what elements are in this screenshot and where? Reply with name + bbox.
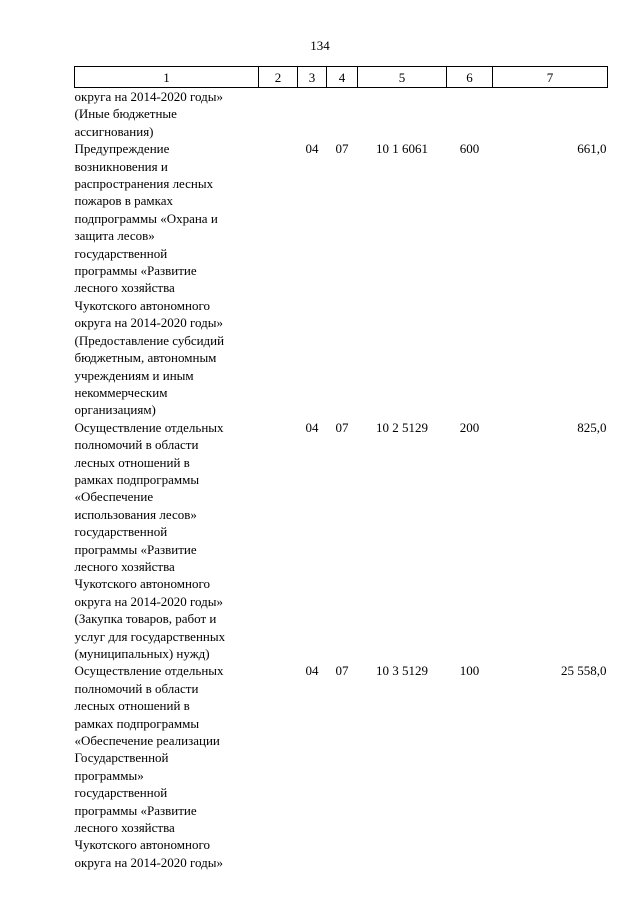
description-line: «Обеспечение реализации bbox=[74, 733, 220, 749]
cell-expense-type: 100 bbox=[459, 663, 480, 679]
description-line: подпрограммы «Охрана и bbox=[74, 210, 218, 226]
description-line: (Закупка товаров, работ и bbox=[74, 611, 217, 627]
description-line: государственной bbox=[74, 524, 168, 540]
description-line: округа на 2014-2020 годы» bbox=[74, 854, 224, 870]
description-line: учреждениям и иным bbox=[74, 367, 194, 383]
description-line: «Обеспечение bbox=[74, 489, 154, 505]
description-line: (муниципальных) нужд) bbox=[74, 646, 210, 661]
cell-subsection: 07 bbox=[335, 663, 349, 679]
description-line: программы» bbox=[74, 767, 144, 783]
column-header-5: 5 bbox=[358, 67, 447, 88]
description-line: Осуществление отдельных bbox=[74, 419, 224, 435]
description-line: услуг для государственных bbox=[74, 628, 226, 644]
description-line: пожаров в рамках bbox=[74, 193, 174, 209]
row-description bbox=[75, 419, 259, 663]
table-row bbox=[75, 662, 608, 871]
page-number: 134 bbox=[310, 38, 330, 53]
cell-section bbox=[298, 88, 327, 141]
cell-section: 04 bbox=[305, 419, 319, 435]
cell-col-2 bbox=[259, 662, 298, 871]
cell-target-article: 10 2 5129 bbox=[376, 419, 428, 435]
table-body bbox=[75, 88, 608, 872]
row-description bbox=[75, 88, 259, 141]
row-description bbox=[75, 662, 259, 871]
description-line: бюджетным, автономным bbox=[74, 350, 217, 366]
description-line: государственной bbox=[74, 245, 168, 261]
description-line: лесного хозяйства bbox=[74, 558, 175, 574]
cell-target-article bbox=[358, 88, 447, 141]
column-header-2: 2 bbox=[259, 67, 298, 88]
cell-subsection: 07 bbox=[335, 141, 349, 157]
description-line: рамках подпрограммы bbox=[74, 715, 200, 731]
description-line: рамках подпрограммы bbox=[74, 471, 200, 487]
description-line: полномочий в области bbox=[74, 437, 199, 453]
header-row bbox=[75, 67, 608, 88]
description-line: (Иные бюджетные bbox=[74, 106, 177, 122]
description-line: лесных отношений в bbox=[74, 454, 190, 470]
row-description bbox=[75, 140, 259, 419]
cell-section: 04 bbox=[305, 141, 319, 157]
description-line: округа на 2014-2020 годы» bbox=[74, 593, 224, 609]
cell-amount bbox=[493, 88, 608, 141]
description-line: лесного хозяйства bbox=[74, 820, 175, 836]
description-line: ассигнования) bbox=[74, 123, 154, 139]
description-line: Осуществление отдельных bbox=[74, 663, 224, 679]
description-line: защита лесов» bbox=[74, 228, 155, 244]
table-header bbox=[75, 67, 608, 88]
column-header-3: 3 bbox=[298, 67, 327, 88]
cell-subsection bbox=[327, 88, 358, 141]
description-line: Предупреждение bbox=[74, 141, 170, 157]
cell-col-2 bbox=[259, 419, 298, 663]
cell-target-article: 10 1 6061 bbox=[376, 141, 428, 157]
table-row bbox=[75, 419, 608, 663]
cell-expense-type: 200 bbox=[459, 419, 480, 435]
description-line: лесных отношений в bbox=[74, 698, 190, 714]
description-line: округа на 2014-2020 годы» bbox=[74, 89, 224, 104]
description-line: возникновения и bbox=[74, 158, 168, 174]
column-header-4: 4 bbox=[327, 67, 358, 88]
description-line: Чукотского автономного bbox=[74, 576, 210, 592]
description-line: организациям) bbox=[74, 402, 156, 418]
description-line: использования лесов» bbox=[74, 506, 197, 522]
budget-table bbox=[74, 66, 608, 871]
description-line: программы «Развитие bbox=[74, 802, 197, 818]
cell-col-2 bbox=[259, 88, 298, 141]
table-row bbox=[75, 88, 608, 141]
cell-amount: 661,0 bbox=[577, 141, 607, 157]
column-header-1: 1 bbox=[75, 67, 259, 88]
cell-expense-type bbox=[447, 88, 493, 141]
description-line: Чукотского автономного bbox=[74, 837, 210, 853]
cell-section: 04 bbox=[305, 663, 319, 679]
description-line: (Предоставление субсидий bbox=[74, 332, 225, 348]
cell-col-2 bbox=[259, 140, 298, 419]
description-line: полномочий в области bbox=[74, 680, 199, 696]
description-line: округа на 2014-2020 годы» bbox=[74, 315, 224, 331]
cell-subsection: 07 bbox=[335, 419, 349, 435]
cell-amount: 25 558,0 bbox=[561, 663, 607, 679]
description-line: распространения лесных bbox=[74, 176, 214, 192]
description-line: Чукотского автономного bbox=[74, 297, 210, 313]
description-line: некоммерческим bbox=[74, 384, 168, 400]
table-row bbox=[75, 140, 608, 419]
description-line: лесного хозяйства bbox=[74, 280, 175, 296]
column-header-6: 6 bbox=[447, 67, 493, 88]
cell-expense-type: 600 bbox=[459, 141, 480, 157]
description-line: государственной bbox=[74, 785, 168, 801]
column-header-7: 7 bbox=[493, 67, 608, 88]
cell-amount: 825,0 bbox=[577, 419, 607, 435]
cell-target-article: 10 3 5129 bbox=[376, 663, 428, 679]
description-line: программы «Развитие bbox=[74, 263, 197, 279]
description-line: Государственной bbox=[74, 750, 169, 766]
description-line: программы «Развитие bbox=[74, 541, 197, 557]
